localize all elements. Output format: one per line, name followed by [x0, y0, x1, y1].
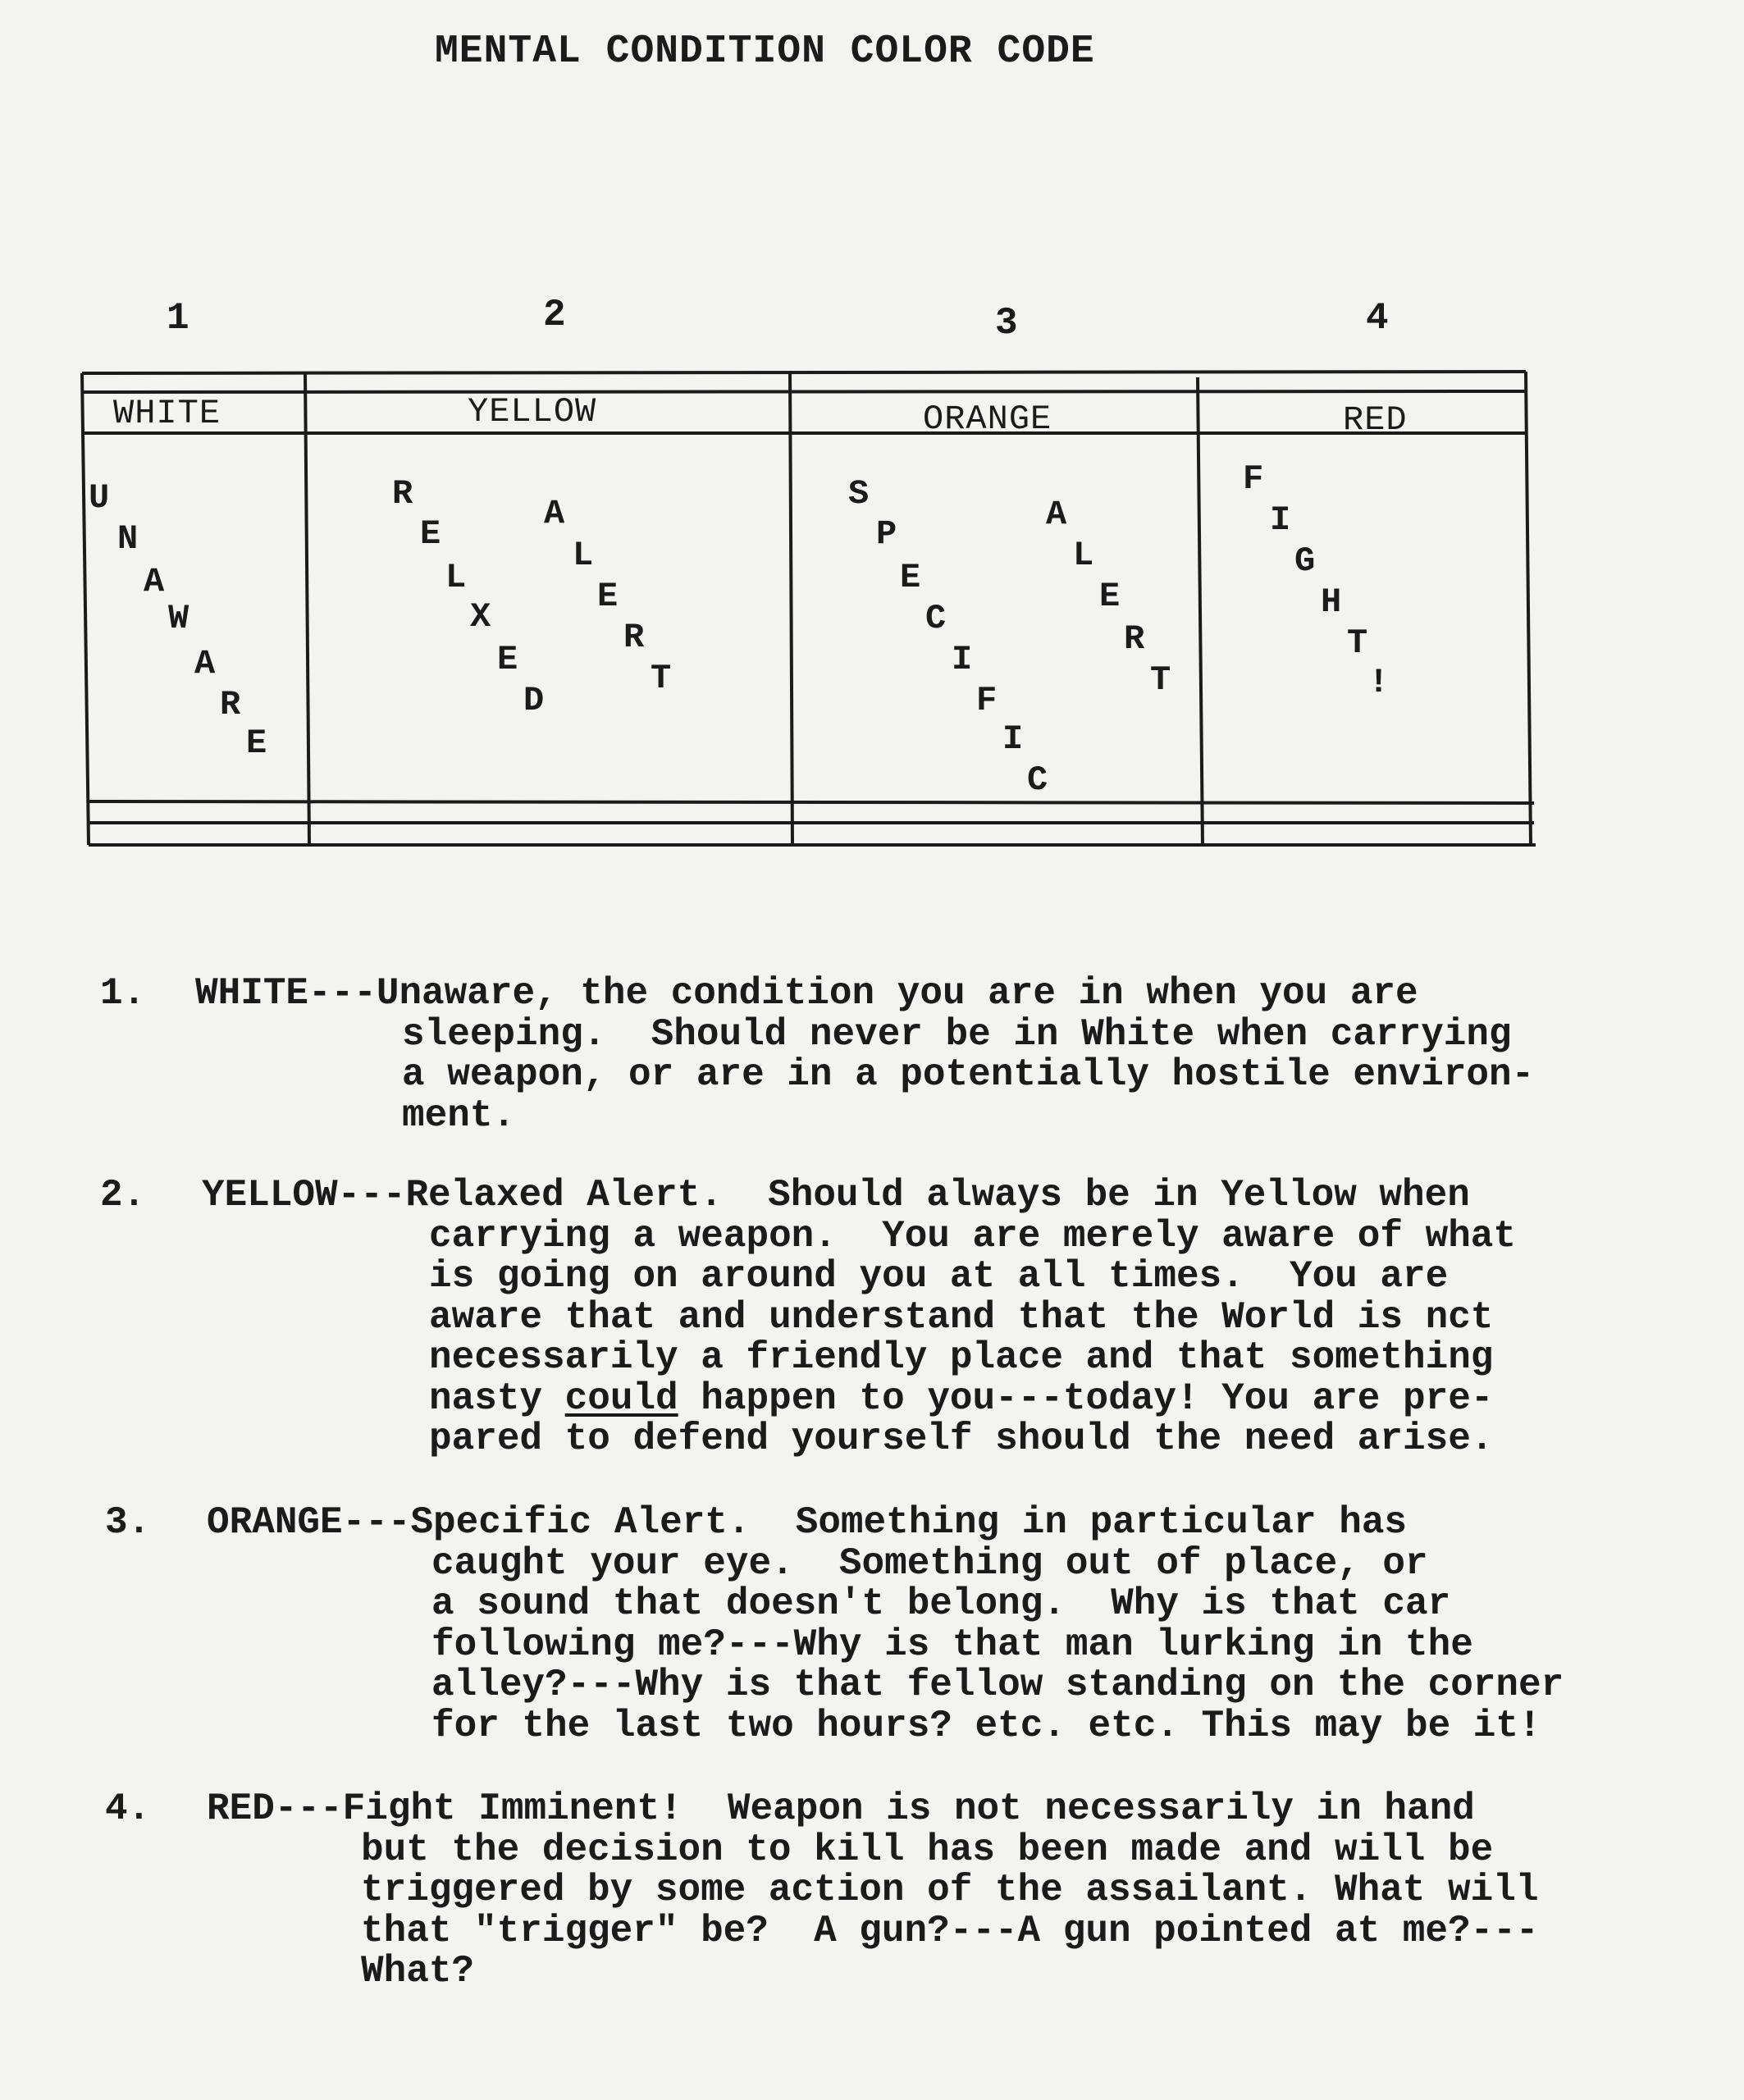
- diagonal-letter: F: [1243, 459, 1264, 499]
- item-line: What?: [361, 1950, 475, 1993]
- diagonal-letter: A: [194, 644, 216, 683]
- diagonal-letter: E: [497, 640, 518, 679]
- item-number: 2.: [100, 1174, 146, 1217]
- item-line: aware that and understand that the World is nct: [429, 1295, 1494, 1339]
- diagonal-letter: R: [623, 618, 645, 657]
- diagonal-letter: L: [573, 536, 594, 575]
- item-line: necessarily a friendly place and that something: [429, 1336, 1494, 1379]
- diagonal-letter: G: [1294, 541, 1316, 581]
- diagonal-letter: T: [1347, 623, 1368, 663]
- diagonal-letter: C: [925, 599, 947, 638]
- diagonal-letter: R: [220, 685, 241, 724]
- diagonal-letter: L: [1073, 536, 1094, 575]
- item-line: following me?---Why is that man lurking in the: [431, 1623, 1473, 1666]
- diagonal-letter: U: [89, 478, 110, 518]
- item-lead-line: ORANGE---Specific Alert. Something in particular has: [207, 1501, 1408, 1544]
- column-header-yellow: YELLOW: [468, 392, 597, 431]
- list-item-red: [105, 1787, 1539, 2074]
- diagonal-letter: S: [848, 474, 870, 514]
- column-header-white: WHITE: [113, 394, 221, 433]
- diagonal-letter: L: [445, 558, 467, 597]
- diagonal-letter: X: [470, 597, 491, 637]
- column-header-orange: ORANGE: [923, 399, 1052, 439]
- diagonal-letter: W: [168, 599, 189, 638]
- item-lead-line: YELLOW---Relaxed Alert. Should always be in Yellow when: [202, 1174, 1470, 1217]
- item-line: caught your eye. Something out of place, or: [431, 1541, 1428, 1585]
- column-number-2: 2: [543, 294, 566, 336]
- diagonal-letter: A: [144, 562, 165, 601]
- diagonal-letter: R: [1124, 619, 1145, 659]
- diagonal-letter: F: [976, 681, 998, 720]
- diagonal-letter: A: [1046, 495, 1067, 534]
- item-line: sleeping. Should never be in White when carrying: [402, 1012, 1512, 1056]
- diagonal-letter: H: [1321, 582, 1342, 622]
- diagonal-letter: I: [1270, 500, 1291, 540]
- item-line: a weapon, or are in a potentially hostile environ-: [402, 1053, 1535, 1096]
- diagonal-letter: E: [420, 514, 441, 554]
- item-number: 3.: [105, 1501, 151, 1544]
- column-number-1: 1: [167, 297, 189, 340]
- diagonal-letter: I: [1002, 719, 1024, 759]
- page-title: MENTAL CONDITION COLOR CODE: [435, 30, 1095, 74]
- diagonal-letter: E: [246, 724, 267, 763]
- item-line: triggered by some action of the assailant. What will: [361, 1869, 1539, 1911]
- item-line-text: nasty: [429, 1376, 565, 1420]
- diagonal-letter: E: [900, 558, 921, 597]
- column-header-red: RED: [1343, 400, 1408, 440]
- diagonal-letter: D: [523, 681, 545, 720]
- diagonal-letter: N: [117, 519, 139, 559]
- diagonal-letter: T: [651, 659, 672, 698]
- diagonal-letter: !: [1368, 663, 1390, 702]
- item-line: a sound that doesn't belong. Why is that car: [431, 1582, 1451, 1625]
- diagonal-letter: R: [392, 474, 413, 514]
- item-line: carrying a weapon. You are merely aware of what: [429, 1214, 1517, 1258]
- diagonal-letter: T: [1150, 660, 1171, 700]
- diagonal-letter: E: [597, 577, 619, 616]
- item-line: alley?---Why is that fellow standing on the corner: [431, 1664, 1564, 1706]
- diagonal-letter: P: [876, 514, 897, 554]
- item-number: 1.: [100, 972, 146, 1015]
- item-lead-line: WHITE---Unaware, the condition you are in when you are: [195, 972, 1418, 1015]
- column-number-4: 4: [1366, 297, 1389, 340]
- item-line: pared to defend yourself should the need arise.: [429, 1418, 1494, 1460]
- diagonal-letter: C: [1027, 760, 1048, 800]
- item-number: 4.: [105, 1787, 151, 1830]
- column-number-3: 3: [995, 302, 1018, 345]
- diagonal-letter: I: [952, 640, 973, 679]
- item-line-text: happen to you---today! You are pre-: [678, 1376, 1494, 1420]
- item-line: that "trigger" be? A gun?---A gun pointed at me?---: [361, 1909, 1539, 1952]
- diagonal-letter: A: [544, 494, 565, 533]
- diagonal-letter: E: [1099, 577, 1121, 616]
- item-line: but the decision to kill has been made and will be: [361, 1828, 1494, 1871]
- item-lead-line: RED---Fight Imminent! Weapon is not necessarily in hand: [207, 1787, 1475, 1830]
- item-line: is going on around you at all times. You are: [429, 1255, 1449, 1298]
- item-line: ment.: [402, 1093, 516, 1137]
- item-line: for the last two hours? etc. etc. This may be it!: [431, 1704, 1541, 1747]
- item-line: [429, 1376, 1494, 1420]
- underlined-word: could: [564, 1376, 678, 1420]
